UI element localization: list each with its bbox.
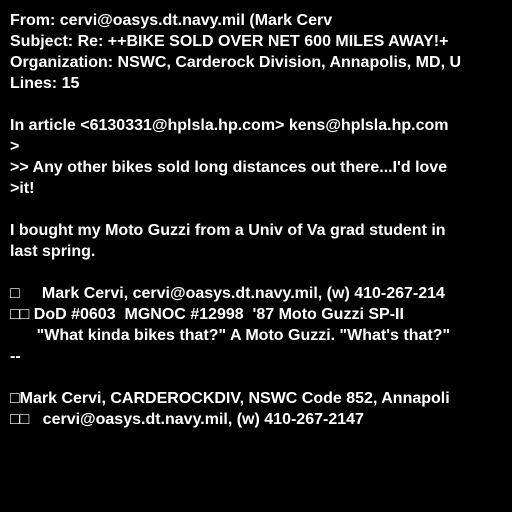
signature-separator: --	[10, 348, 21, 365]
signature-line: □Mark Cervi, CARDEROCKDIV, NSWC Code 852, Annapoli	[10, 390, 450, 407]
header-from: From: cervi@oasys.dt.navy.mil (Mark Cerv	[10, 12, 333, 29]
quoted-text-line: >it!	[10, 180, 35, 197]
quoted-text-line: >> Any other bikes sold long distances out there...I'd love	[10, 159, 448, 176]
header-subject: Subject: Re: ++BIKE SOLD OVER NET 600 MILES AWAY!+	[10, 33, 449, 50]
reply-text-line: last spring.	[10, 243, 96, 260]
header-organization: Organization: NSWC, Carderock Division, Annapolis, MD, U	[10, 54, 462, 71]
reply-text-line: I bought my Moto Guzzi from a Univ of Va grad student in	[10, 222, 446, 239]
quote-marker: >	[10, 138, 20, 155]
signature-line: □ Mark Cervi, cervi@oasys.dt.navy.mil, (w) 410-267-214	[10, 285, 445, 302]
attribution-line: In article <6130331@hplsla.hp.com> kens@hplsla.hp.com	[10, 117, 449, 134]
header-lines: Lines: 15	[10, 75, 80, 92]
signature-line: □□ DoD #0603 MGNOC #12998 '87 Moto Guzzi SP-II	[10, 306, 404, 323]
signature-line: □□ cervi@oasys.dt.navy.mil, (w) 410-267-2147	[10, 411, 364, 428]
signature-line: "What kinda bikes that?" A Moto Guzzi. "What's that?"	[10, 327, 451, 344]
